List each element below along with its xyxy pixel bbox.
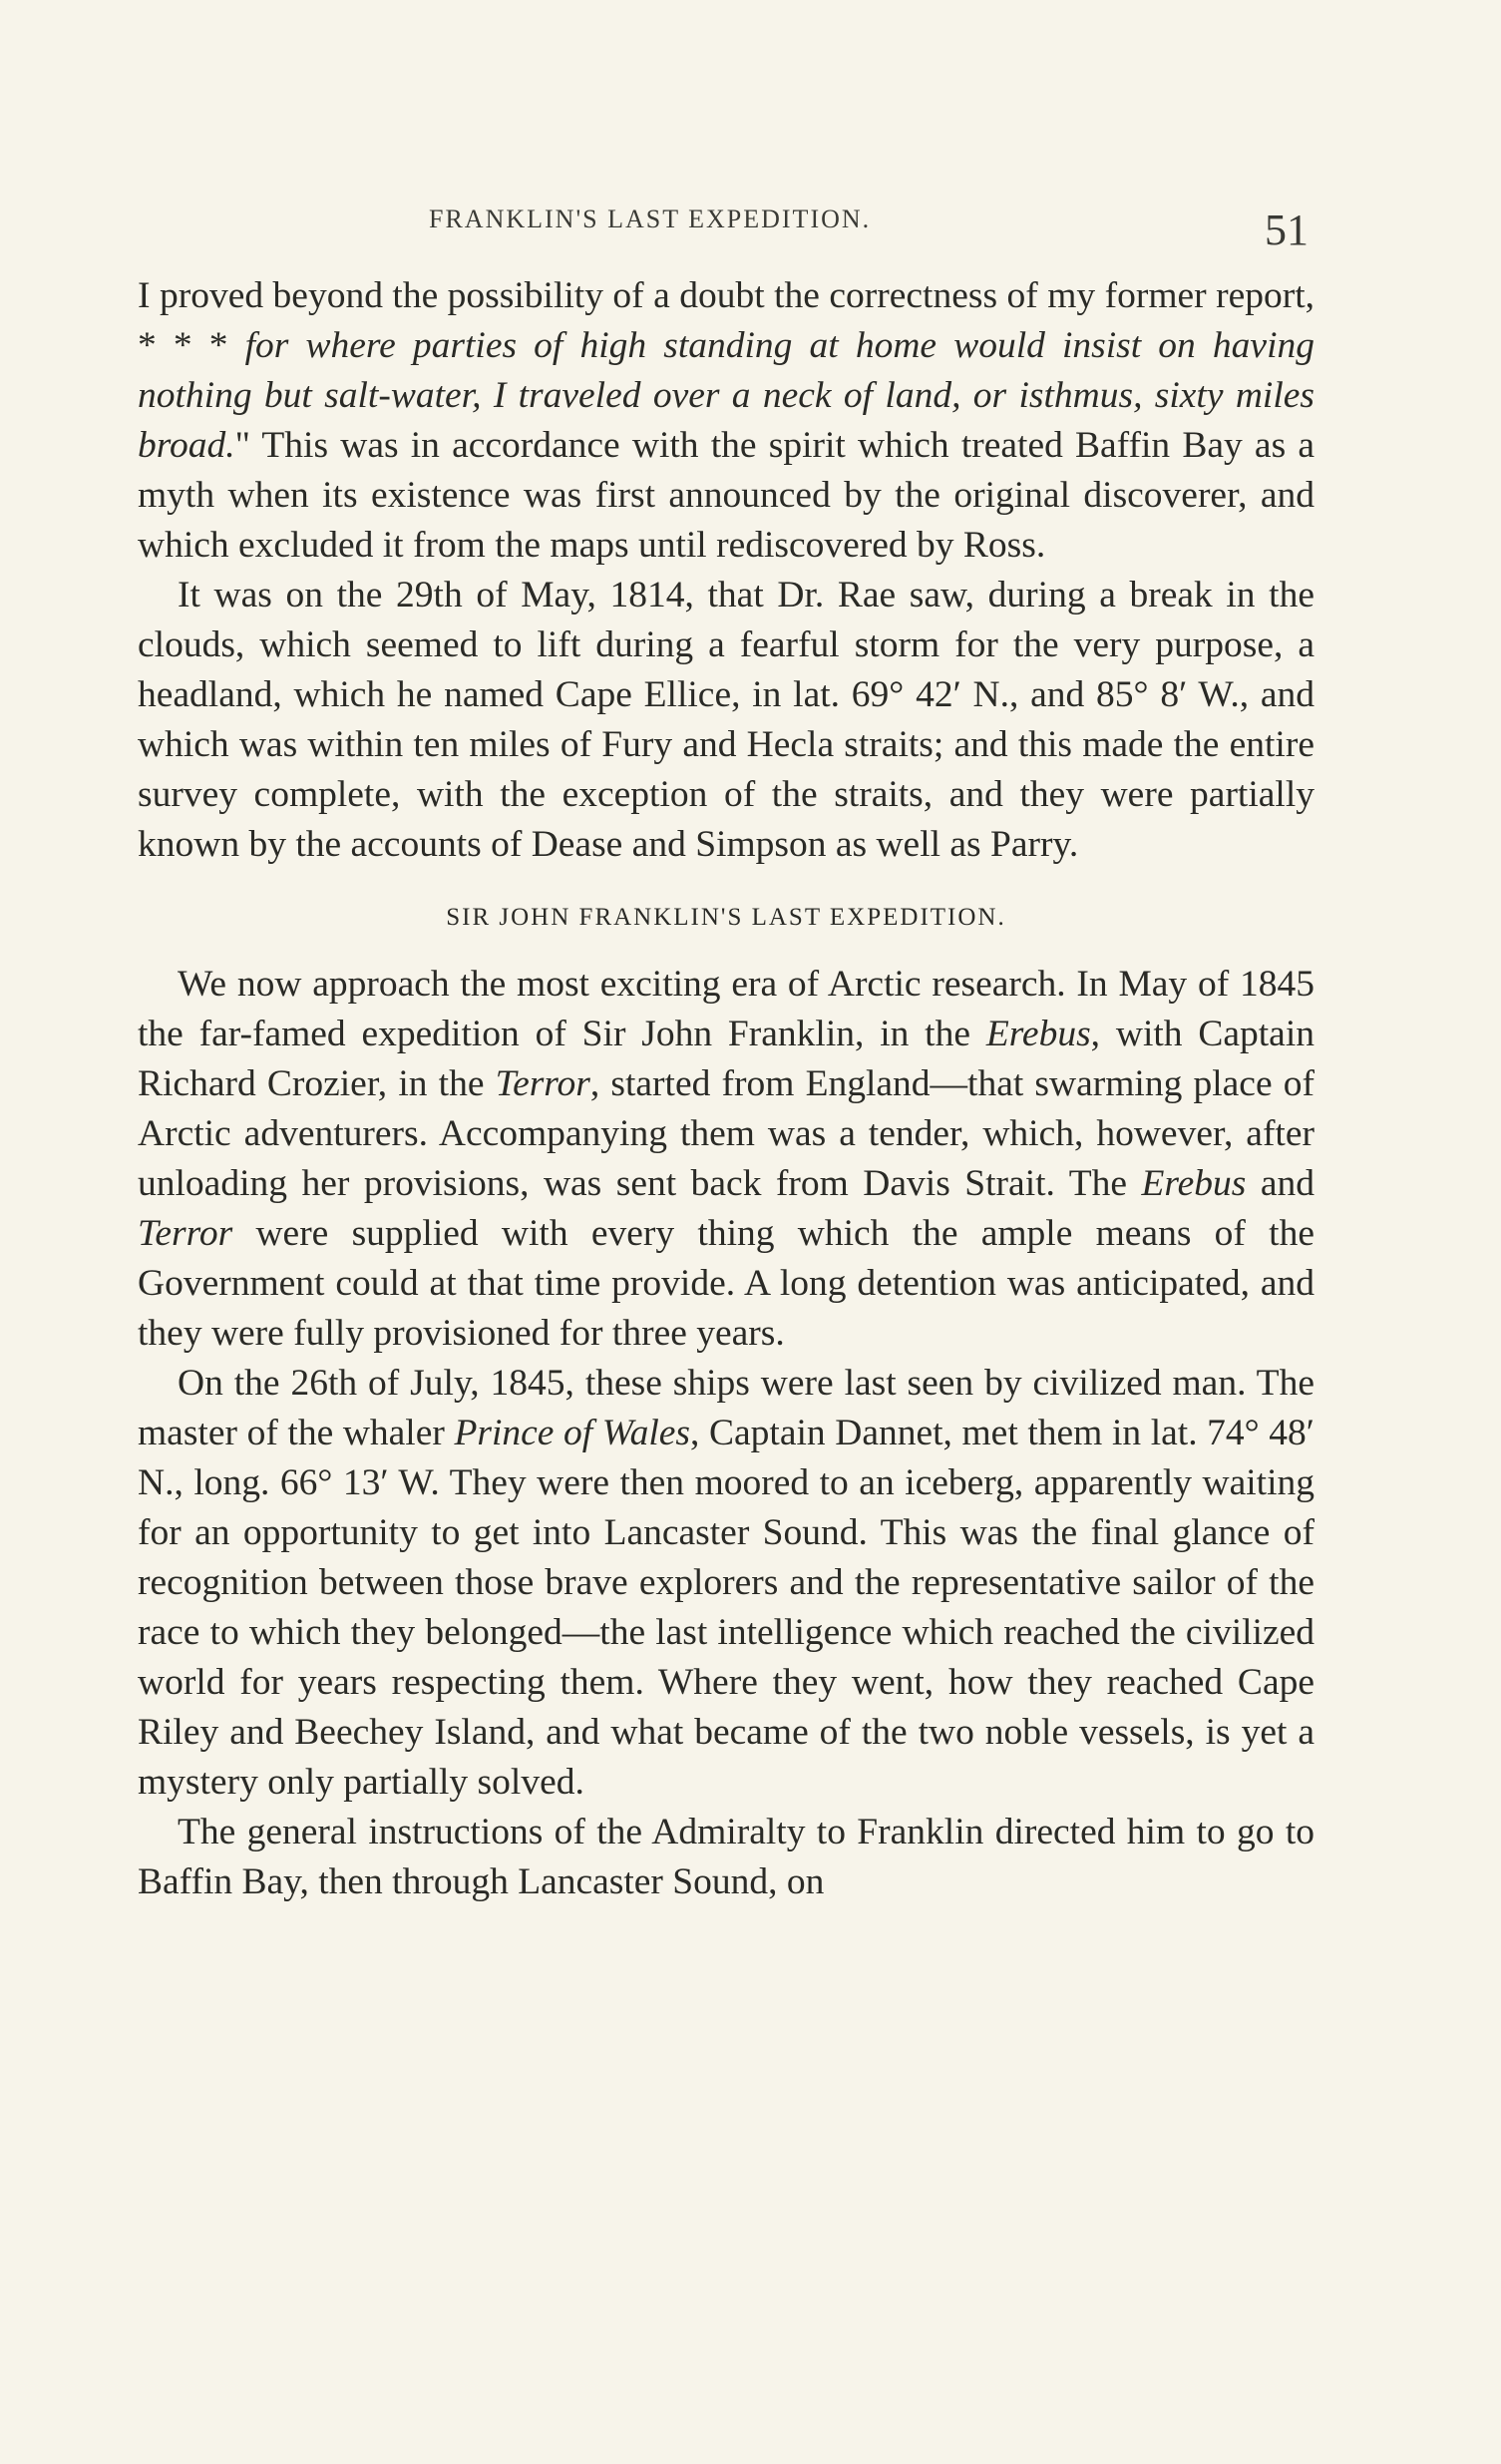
paragraph-3-text-a: We now approach the most exciting era of Arctic research. In May of 1845 the far-famed expedition of Sir John Franklin, in the [138,964,1314,1054]
paragraph-3-text-d: and [1246,1163,1314,1204]
paragraph-instructions: The general instructions of the Admiralty to Franklin directed him to go to Baffin Bay, then through Lancaster Sound, on [138,1812,1314,1902]
paragraph-expedition [138,960,1314,1359]
body-text [138,271,1314,1907]
paragraph-1-text-c: " This was in accordance with the spirit which treated Baffin Bay as a myth when its existence was first announced by the original discoverer, and which excluded it from the maps until rediscovered by Ross. [138,425,1314,566]
paragraph-3-text-e: were supplied with every thing which the ample means of the Government could at that time provide. A long detention was anticipated, and they were fully provisioned for three years. [138,1213,1314,1354]
paragraph-4-text-b: , Captain Dannet, met them in lat. 74° 48′ N., long. 66° 13′ W. They were then moored to an iceberg, apparently waiting for an opportunity to get into Lancaster Sound. This was the final glance of recognition between those brave explorers and the representative sailor of the race to which they belonged—the last intelligence which reached the civilized world for years respecting them. Where they went, how they reached Cape Riley and Beechey Island, and what became of the two noble vessels, is yet a mystery only partially solved. [138,1413,1314,1803]
ship-name-erebus: Erebus [985,1014,1091,1054]
ship-name-prince-of-wales: Prince of Wales [454,1413,691,1453]
paragraph-continuation [138,271,1314,571]
running-head: FRANKLIN'S LAST EXPEDITION. [429,205,872,233]
ship-name-terror-2: Terror [138,1213,233,1254]
paragraph-3-text-c: , started from England—that swarming place of Arctic adventurers. Accompanying them was a tender, which, however, after unloading her provisions, was sent back from Davis Strait. The [138,1063,1314,1204]
page-number: 51 [1265,205,1309,254]
ship-name-erebus-2: Erebus [1141,1163,1247,1204]
paragraph-3-text-b: , with Captain Richard Crozier, in the [138,1014,1314,1104]
paragraph-cape-ellice: It was on the 29th of May, 1814, that Dr. Rae saw, during a break in the clouds, which seemed to lift during a fearful storm for the very purpose, a headland, which he named Cape Ellice, in lat. 69° 42′ N., and 85° 8′ W., and which was within ten miles of Fury and Hecla straits; and this made the entire survey complete, with the exception of the straits, and they were partially known by the accounts of Dease and Simpson as well as Parry. [138,575,1314,865]
paragraph-1-quote-italic: for where parties of high standing at home would insist on having nothing but salt-water, I traveled over a neck of land, or isthmus, sixty miles broad. [138,325,1314,466]
section-heading: SIR JOHN FRANKLIN'S LAST EXPEDITION. [446,904,1006,931]
ship-name-terror: Terror [495,1063,590,1104]
paragraph-4-text-a: On the 26th of July, 1845, these ships were last seen by civilized man. The master of the whaler [138,1363,1314,1453]
paragraph-last-seen [138,1359,1314,1808]
paragraph-1-text-a: I proved beyond the possibility of a doubt the correctness of my former report, * * * [138,275,1314,366]
